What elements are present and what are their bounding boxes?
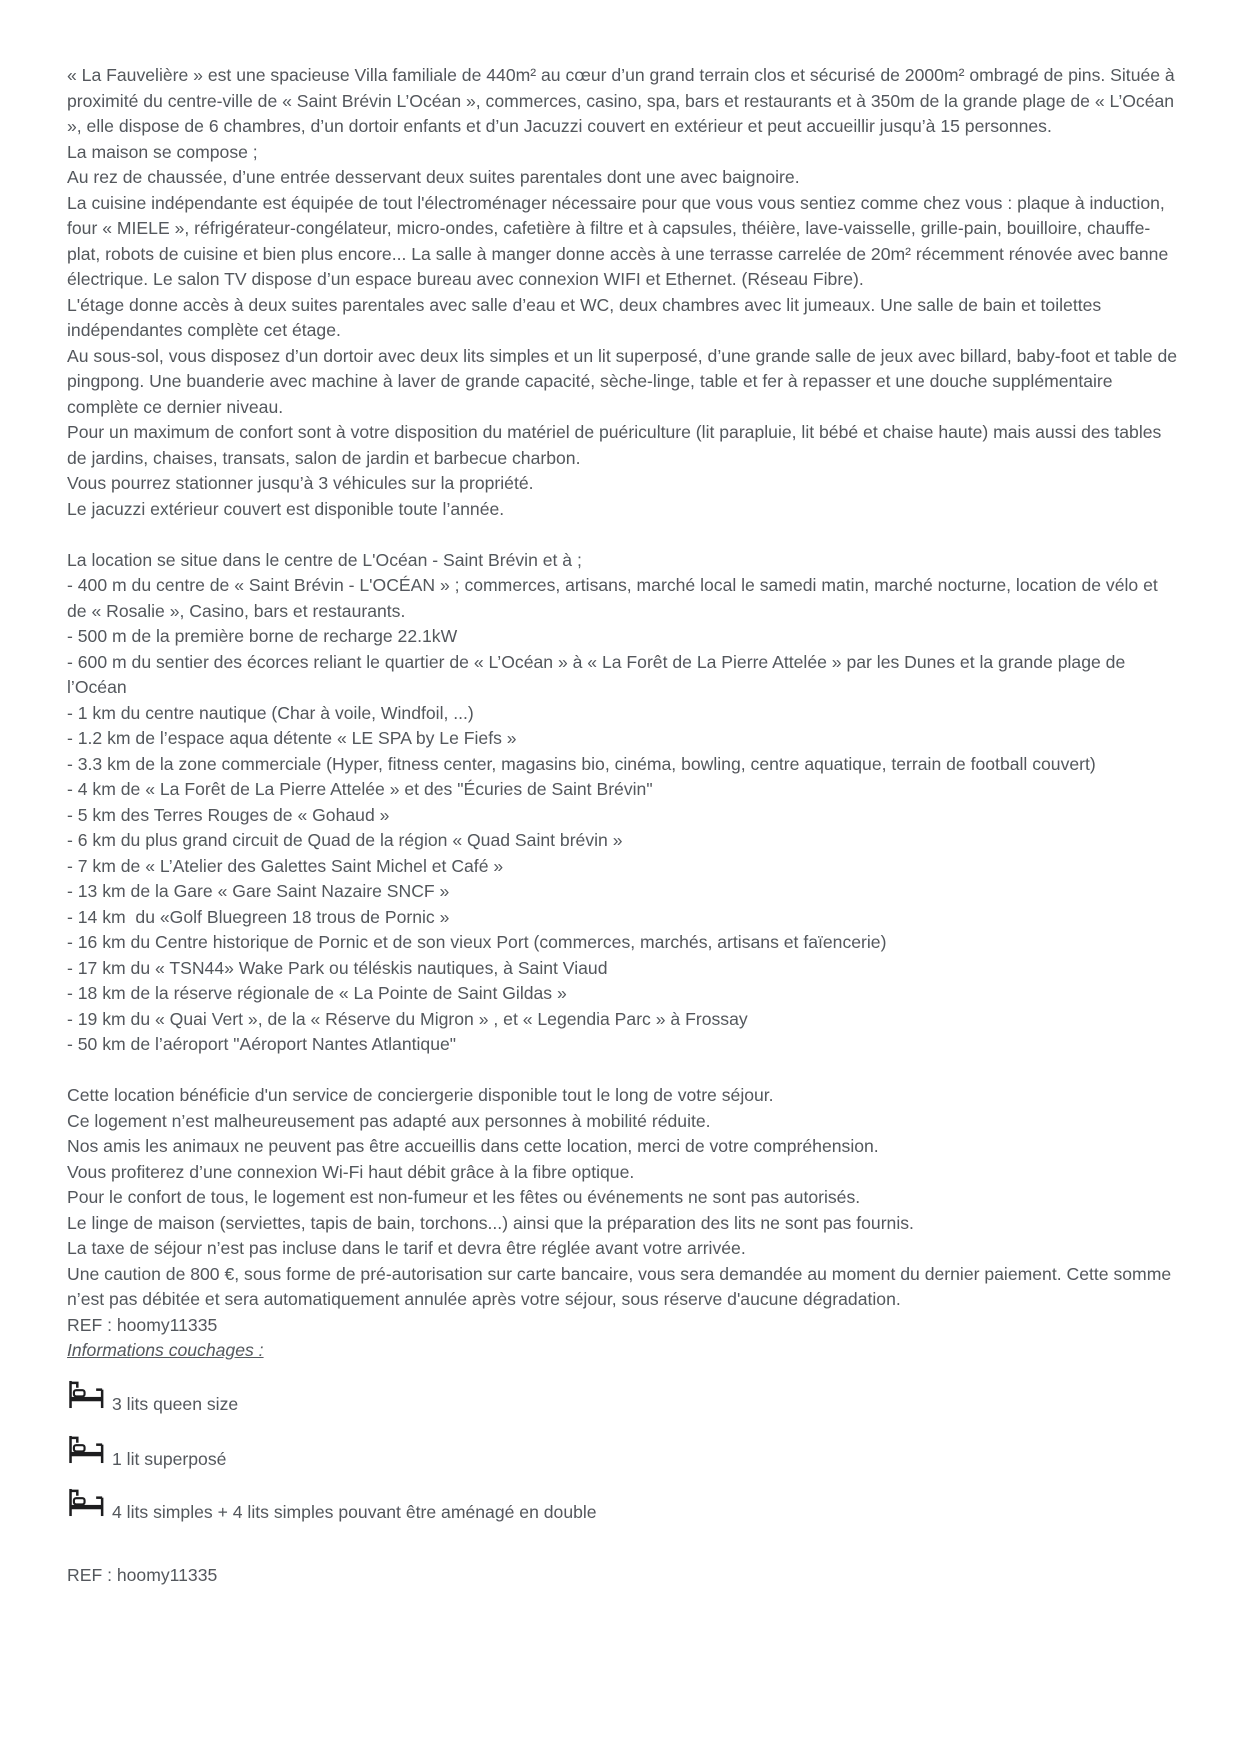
condition-line: Vous profiterez d’une connexion Wi-Fi haut débit grâce à la fibre optique. <box>67 1161 635 1182</box>
intro-paragraph: Pour un maximum de confort sont à votre disposition du matériel de puériculture (lit parapluie, lit bébé et chaise haute) mais aussi des tables de jardins, chaises, transats, salon de jardin et barbecue charbon. <box>67 422 1167 468</box>
condition-line: Nos amis les animaux ne peuvent pas être accueillis dans cette location, merci de votre compréhension. <box>67 1136 879 1156</box>
distance-item: - 400 m du centre de « Saint Brévin - L'OCÉAN » ; commerces, artisans, marché local le samedi matin, marché nocturne, location de vélo et de « Rosalie », Casino, bars et restaurants. <box>67 575 1163 621</box>
condition-line: Ce logement n’est malheureusement pas adapté aux personnes à mobilité réduite. <box>67 1110 711 1131</box>
distance-item: - 1 km du centre nautique (Char à voile, Windfoil, ...) <box>67 702 474 723</box>
condition-line: Cette location bénéficie d'un service de conciergerie disponible tout le long de votre séjour. <box>67 1085 774 1105</box>
intro-paragraph: Au sous-sol, vous disposez d’un dortoir avec deux lits simples et un lit superposé, d’une grande salle de jeux avec billard, baby-foot et table de pingpong. Une buanderie avec machine à laver de grande capacité, sèche-linge, table et fer à repasser et une douche supplémentaire complète ce dernier niveau. <box>67 345 1182 417</box>
distances-intro: La location se situe dans le centre de L'Océan - Saint Brévin et à ; <box>67 549 582 570</box>
bed-item-label: 1 lit superposé <box>112 1449 227 1469</box>
bed-icon <box>67 1488 105 1517</box>
bed-item-label: 4 lits simples + 4 lits simples pouvant être aménagé en double <box>112 1502 597 1522</box>
listing-description <box>67 63 1181 1588</box>
condition-line: La taxe de séjour n’est pas incluse dans le tarif et devra être réglée avant votre arrivée. <box>67 1238 746 1258</box>
condition-line: Pour le confort de tous, le logement est non-fumeur et les fêtes ou événements ne sont pas autorisés. <box>67 1187 861 1207</box>
distance-item: - 5 km des Terres Rouges de « Gohaud » <box>67 804 390 825</box>
intro-paragraph: La cuisine indépendante est équipée de tout l'électroménager nécessaire pour que vous vous sentiez comme chez vous : plaque à induction, four « MIELE », réfrigérateur-congélateur, micro-ondes, cafetière à filtre et à capsules, théière, lave-vaisselle, grille-pain, bouilloire, chauffe-plat, robots de cuisine et bien plus encore... La salle à manger donne accès à une terrasse carrelée de 20m² récemment rénovée avec banne électrique. Le salon TV dispose d’un espace bureau avec connexion WIFI et Ethernet. (Réseau Fibre). <box>67 192 1174 289</box>
condition-line: Une caution de 800 €, sous forme de pré-autorisation sur carte bancaire, vous sera demandée au moment du dernier paiement. Cette somme n’est pas débitée et sera automatiquement annulée après votre séjour, sous réserve d'aucune dégradation. <box>67 1263 1177 1309</box>
distance-item: - 50 km de l’aéroport "Aéroport Nantes Atlantique" <box>67 1034 457 1054</box>
couchages-heading: Informations couchages : <box>67 1340 264 1360</box>
blank-line <box>67 522 1181 548</box>
distance-item: - 18 km de la réserve régionale de « La Pointe de Saint Gildas » <box>67 983 567 1003</box>
distance-item: - 7 km de « L’Atelier des Galettes Saint Michel et Café » <box>67 855 504 876</box>
intro-paragraph: Au rez de chaussée, d’une entrée desservant deux suites parentales dont une avec baignoire. <box>67 167 800 187</box>
distance-item: - 500 m de la première borne de recharge 22.1kW <box>67 626 458 646</box>
distance-item: - 4 km de « La Forêt de La Pierre Attelée » et des "Écuries de Saint Brévin" <box>67 779 653 799</box>
bed-item <box>67 1435 1181 1469</box>
intro-paragraph: Le jacuzzi extérieur couvert est disponible toute l’année. <box>67 498 505 519</box>
intro-paragraph: « La Fauvelière » est une spacieuse Villa familiale de 440m² au cœur d’un grand terrain clos et sécurisé de 2000m² ombragé de pins. Située à proximité du centre-ville de « Saint Brévin L’Océan », commerces, casino, spa, bars et restaurants et à 350m de la grande plage de « L’Océan », elle dispose de 6 chambres, d’un dortoir enfants et d’un Jacuzzi couvert en extérieur et peut accueillir jusqu’à 15 personnes. <box>67 65 1180 136</box>
distance-item: - 17 km du « TSN44» Wake Park ou téléskis nautiques, à Saint Viaud <box>67 957 608 978</box>
bed-icon <box>67 1435 105 1464</box>
blank-line <box>67 1058 1181 1084</box>
bed-icon <box>67 1380 105 1409</box>
distance-item: - 600 m du sentier des écorces reliant le quartier de « L’Océan » à « La Forêt de La Pierre Attelée » par les Dunes et la grande plage de l’Océan <box>67 651 1131 697</box>
condition-line: Le linge de maison (serviettes, tapis de bain, torchons...) ainsi que la préparation des lits ne sont pas fournis. <box>67 1212 914 1233</box>
distance-item: - 13 km de la Gare « Gare Saint Nazaire SNCF » <box>67 881 450 901</box>
distance-item: - 16 km du Centre historique de Pornic et de son vieux Port (commerces, marchés, artisans et faïencerie) <box>67 932 887 952</box>
reference-line: REF : hoomy11335 <box>67 1314 218 1335</box>
distance-item: - 14 km du «Golf Bluegreen 18 trous de Pornic » <box>67 906 450 927</box>
intro-paragraph: Vous pourrez stationner jusqu’à 3 véhicules sur la propriété. <box>67 473 534 493</box>
reference-footer: REF : hoomy11335 <box>67 1564 218 1585</box>
distance-item: - 19 km du « Quai Vert », de la « Réserve du Migron » , et « Legendia Parc » à Frossay <box>67 1008 748 1029</box>
intro-paragraph: L'étage donne accès à deux suites parentales avec salle d’eau et WC, deux chambres avec lit jumeaux. Une salle de bain et toilettes indépendantes complète cet étage. <box>67 294 1107 340</box>
distance-item: - 6 km du plus grand circuit de Quad de la région « Quad Saint brévin » <box>67 830 623 850</box>
bed-item-label: 3 lits queen size <box>112 1394 239 1414</box>
bed-item <box>67 1488 1181 1522</box>
intro-paragraph: La maison se compose ; <box>67 141 258 162</box>
distance-item: - 3.3 km de la zone commerciale (Hyper, fitness center, magasins bio, cinéma, bowling, centre aquatique, terrain de football couvert) <box>67 753 1096 774</box>
bed-item <box>67 1380 1181 1414</box>
distance-item: - 1.2 km de l’espace aqua détente « LE SPA by Le Fiefs » <box>67 728 517 748</box>
